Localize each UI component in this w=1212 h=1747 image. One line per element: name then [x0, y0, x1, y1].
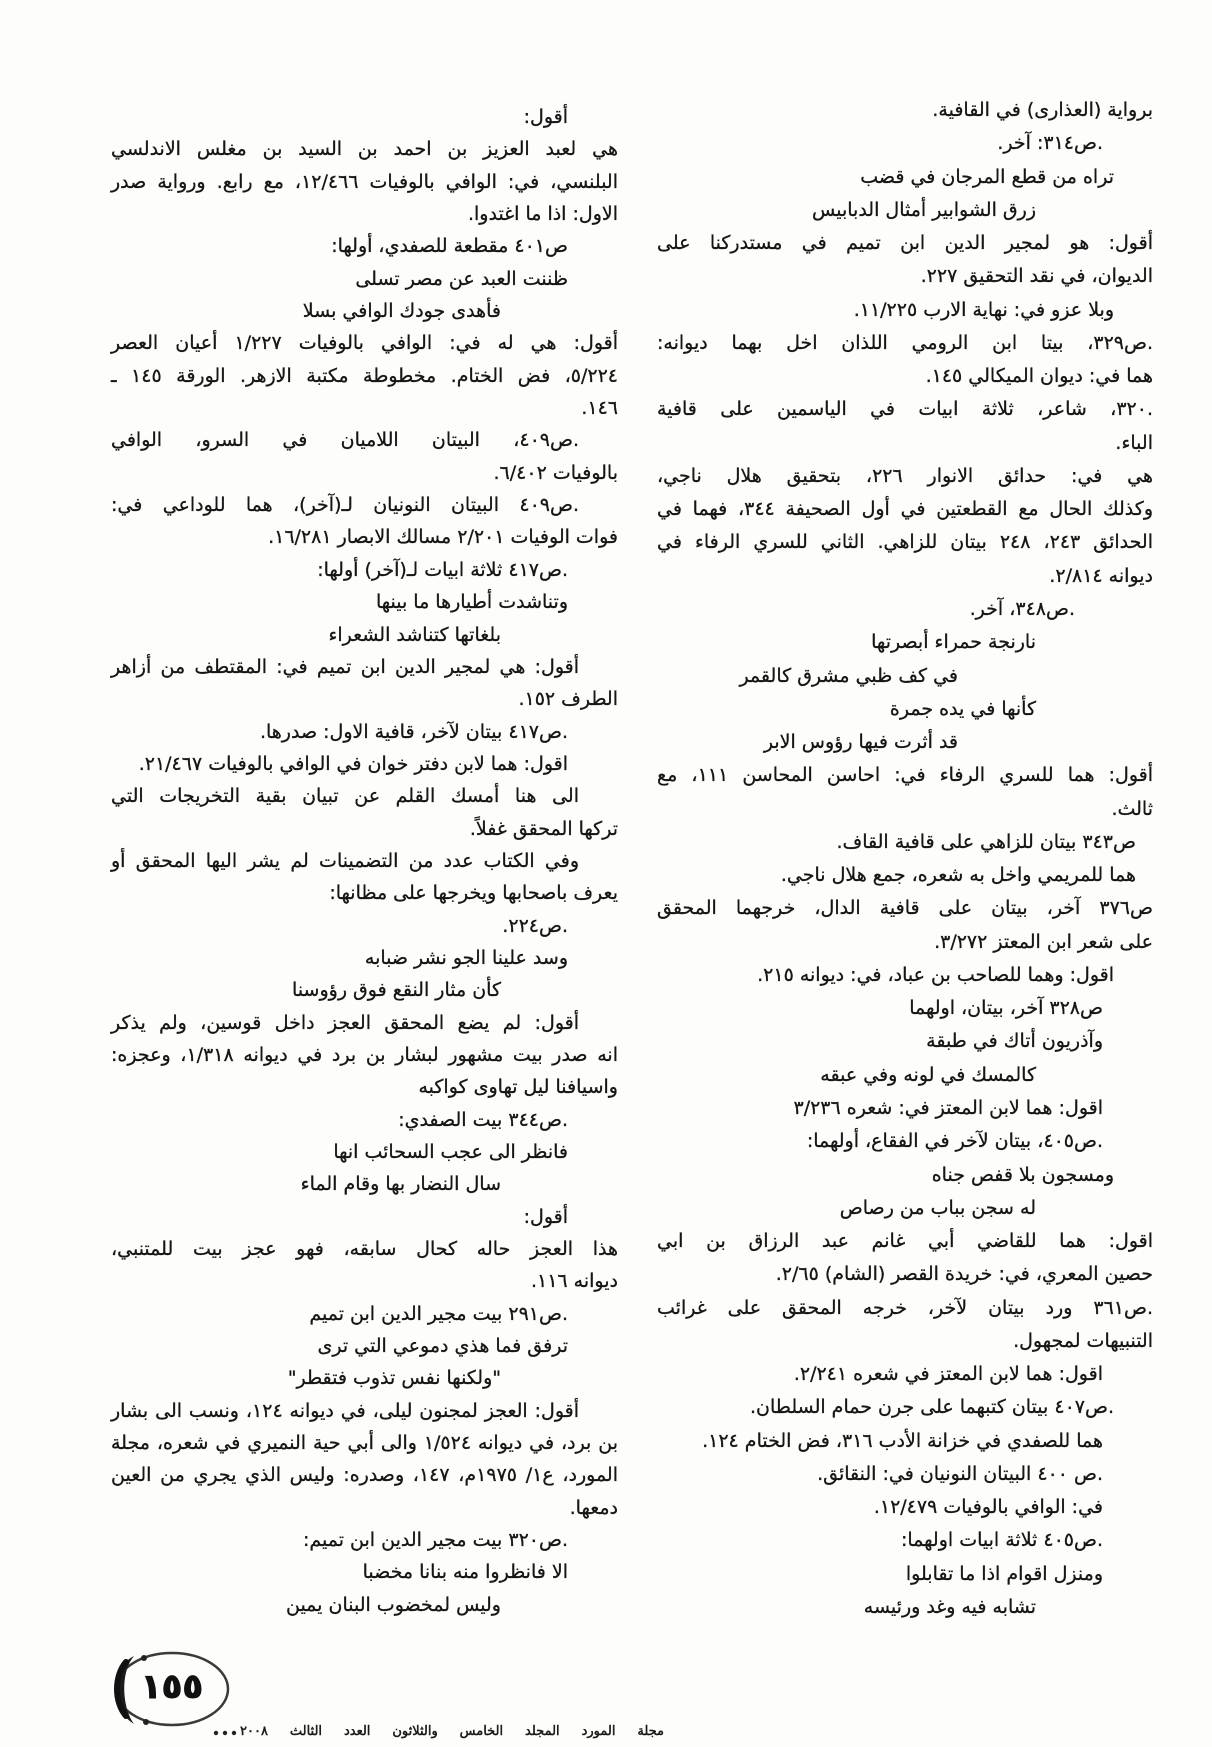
text-line: الديوان، في نقد التحقيق ٢٢٧.	[920, 265, 1153, 288]
text-line: وبلا عزو في: نهاية الارب ١١/٢٢٥.	[853, 298, 1114, 321]
footer-dot	[223, 1731, 227, 1735]
entry-heading: .ص٤٠٧ بيتان كتبهما على جرن حمام السلطان.	[749, 1396, 1114, 1419]
entry-heading: ص٣٢٨ آخر، بيتان، اولهما	[909, 997, 1103, 1020]
entry-heading: .ص٣٢٠ بيت مجير الدين ابن تميم:	[302, 1529, 568, 1552]
page-number: ١٥٥	[140, 1667, 204, 1707]
text-line: هما في: ديوان الميكالي ١٤٥.	[925, 365, 1153, 388]
text-line: المورد، ع١/ ١٩٧٥م، ١٤٧، وصدره: وليس الذي يجري من العين	[111, 1464, 618, 1487]
verse-line: تشابه فيه وغد ورئيسه	[863, 1595, 1036, 1618]
text-line: انه صدر بيت مشهور لبشار بن برد في ديوانه ١/٣١٨، وعجزه:	[111, 1043, 618, 1066]
entry-heading: .ص٤٠٥ ثلاثة ابيات اولهما:	[900, 1529, 1103, 1552]
text-line: برواية (العذارى) في القافية.	[932, 99, 1153, 121]
text-line: الطرف ١٥٢.	[518, 688, 618, 711]
text-line: أقول: هو لمجير الدين ابن تميم في مستدركنا على	[657, 232, 1153, 255]
verse-line: ومسجون بلا قفص جناه	[931, 1163, 1114, 1186]
entry-heading: .ص٤٠٩ البيتان النونيان لـ(آخر)، هما للوداعي في:	[111, 494, 579, 517]
text-line: الحدائق ٢٤٣، ٢٤٨ بيتان للزاهي. الثاني للسري الرفاء في	[657, 531, 1153, 554]
text-line: أقول: لم يضع المحقق العجز داخل قوسين، ولم يذكر	[111, 1011, 579, 1034]
text-line: هما للصفدي في خزانة الأدب ٣١٦، فض الختام ١٢٤.	[702, 1429, 1103, 1452]
verse-line: ظننت العبد عن مصر تسلى	[355, 267, 568, 290]
text-line: اقول: وهما للصاحب بن عباد، في: ديوانه ٢١٥.	[757, 963, 1114, 986]
text-line: فوات الوفيات ٢/٢٠١ مسالك الابصار ١٦/٢٨١.	[268, 526, 618, 549]
journal-footer: مجلة المورد المجلد الخامس والثلاثون العدد الثالث ٢٠٠٨	[240, 1724, 664, 1739]
verse-line: قد أثرت فيها رؤوس الابر	[763, 731, 958, 754]
verse-line: بلغاتها كتناشد الشعراء	[328, 623, 501, 646]
text-line: البلنسي، في: الوافي بالوفيات ١٢/٤٦٦، مع رابع. ورواية صدر	[111, 170, 618, 193]
text-line: حصين المعري، في: خريدة القصر (الشام) ٢/٦٥.	[775, 1263, 1153, 1286]
text-line: ديوانه ١١٦.	[530, 1270, 618, 1293]
text-line: أقول: هما للسري الرفاء في: احاسن المحاسن ١١١، مع	[657, 764, 1154, 787]
text-line: هما للمريمي واخل به شعره، جمع هلال ناجي.	[780, 864, 1136, 887]
verse-line: وليس لمخضوب البنان يمين	[285, 1593, 501, 1616]
verse-line: واسيافنا ليل تهاوى كواكبه	[418, 1076, 618, 1099]
entry-heading: .ص ٤٠٠ البيتان النونيان في: النقائق.	[817, 1462, 1103, 1485]
verse-line: نارنجة حمراء أبصرتها	[871, 631, 1036, 654]
text-line: أقول: هي له في: الوافي بالوفيات ١/٢٢٧ أعيان العصر	[111, 332, 618, 355]
entry-heading: ص٤٠١ مقطعة للصفدي، أولها:	[331, 235, 568, 258]
verse-line: كالمسك في لونه وفي عبقه	[820, 1063, 1036, 1086]
verse-line: كأن مثار النقع فوق رؤوسنا	[292, 979, 501, 1002]
text-line: الباء.	[1115, 431, 1153, 454]
text-line: وفي الكتاب عدد من التضمينات لم يشر اليها المحقق أو	[111, 849, 579, 872]
verse-line: ومنزل اقوام اذا ما تقابلوا	[905, 1562, 1103, 1585]
text-line: أقول: هي لمجير الدين ابن تميم في: المقتطف من أزاهر	[111, 655, 579, 678]
text-line: دمعها.	[569, 1496, 618, 1519]
entry-heading: .ص٣٢٩، بيتا ابن الرومي اللذان اخل بهما ديوانه:	[657, 331, 1153, 354]
text-line: التنبيهات لمجهول.	[1013, 1329, 1153, 1352]
entry-heading: .٣٢٠، شاعر، ثلاثة ابيات في الياسمين على قافية	[657, 398, 1153, 421]
verse-line: ترفق فما هذي دموعي التي ترى	[317, 1335, 568, 1358]
verse-line: "ولكنها نفس تذوب فتقطر"	[287, 1367, 501, 1390]
text-line: وكذلك الحال مع القطعتين في أول الصحيفة ٣٤٤، فهما في	[657, 498, 1153, 521]
right-column	[657, 94, 1153, 1624]
entry-heading: .ص٤١٧ بيتان لآخر، قافية الاول: صدرها.	[259, 720, 568, 743]
entry-heading: .ص٣٤٨، آخر.	[969, 597, 1075, 620]
text-line: اقول: هما لابن دفتر خوان في الوافي بالوفيات ٢١/٤٦٧.	[138, 752, 568, 775]
text-line: ثالث.	[1111, 797, 1153, 820]
verse-line: له سجن بباب من رصاص	[839, 1196, 1036, 1219]
text-line: ١٤٦.	[581, 397, 618, 420]
footer-dots	[212, 1729, 240, 1737]
text-line: أقول:	[523, 106, 568, 128]
entry-heading: .ص٤٠٩، البيتان اللاميان في السرو، الوافي	[111, 429, 579, 452]
entry-heading: .ص٣٦١ ورد بيتان لآخر، خرجه المحقق على غرائب	[657, 1296, 1153, 1319]
ornament-dot	[141, 1655, 147, 1661]
entry-heading: .ص٢٢٤.	[502, 914, 568, 937]
left-column	[111, 101, 618, 1621]
text-line: اقول: هما لابن المعتز في شعره ٢/٢٤١.	[793, 1363, 1103, 1386]
footer-dot	[214, 1731, 218, 1735]
entry-heading: .ص٢٩١ بيت مجير الدين ابن تميم	[309, 1302, 568, 1325]
text-line: اقول: هما للقاضي أبي غانم عبد الرزاق بن ابي	[657, 1230, 1153, 1253]
verse-line: فانظر الى عجب السحائب انها	[333, 1141, 568, 1163]
text-line: في: الوافي بالوفيات ١٢/٤٧٩.	[873, 1496, 1103, 1519]
verse-line: تراه من قطع المرجان في قضب	[860, 165, 1114, 188]
text-line: الاول: اذا ما اغتدوا.	[467, 203, 618, 226]
ornament-dot	[143, 1719, 149, 1725]
entry-heading: ص٣٧٦ آخر، بيتان على قافية الدال، خرجهما المحقق	[657, 897, 1153, 920]
footer-dot	[232, 1731, 236, 1735]
entry-heading: .ص٣١٤: آخر.	[997, 132, 1103, 155]
text-line: يعرف باصحابها ويخرجها على مظانها:	[329, 882, 618, 905]
text-line: أقول: العجز لمجنون ليلى، في ديوانه ١٢٤، ونسب الى بشار	[111, 1399, 579, 1422]
verse-line: وآذريون أتاك في طبقة	[926, 1030, 1103, 1053]
entry-heading: .ص٣٤٤ بيت الصفدي:	[398, 1108, 568, 1131]
text-line: هذا العجز حاله كحال سابقه، فهو عجز بيت للمتنبي،	[111, 1238, 618, 1261]
verse-line: سال النضار بها وقام الماء	[300, 1173, 501, 1196]
text-line: بالوفيات ٦/٤٠٢.	[493, 461, 618, 484]
text-line: هي لعبد العزيز بن احمد بن السيد بن مغلس الاندلسي	[111, 138, 618, 161]
verse-line: زرق الشوابير أمثال الدبابيس	[812, 198, 1036, 221]
verse-line: فأهدى جودك الوافي بسلا	[302, 300, 501, 323]
text-line: اقول: هما لابن المعتز في: شعره ٣/٢٣٦	[793, 1096, 1103, 1119]
text-line: بن برد، في ديوانه ١/٥٢٤ والى أبي حية النميري في شعره، مجلة	[111, 1432, 618, 1455]
text-line: الى هنا أمسك القلم عن تبيان بقية التخريجات التي	[111, 785, 579, 808]
entry-heading: .ص٤١٧ ثلاثة ابيات لـ(آخر) أولها:	[317, 558, 568, 581]
entry-heading: ص٣٤٣ بيتان للزاهي على قافية القاف.	[836, 830, 1136, 853]
text-line: أقول:	[523, 1205, 568, 1228]
text-line: ديوانه ٢/٨١٤.	[1049, 564, 1153, 587]
verse-line: كأنها في يده جمرة	[889, 697, 1036, 720]
verse-line: في كف ظبي مشرق كالقمر	[739, 664, 958, 687]
text-line: على شعر ابن المعتز ٣/٢٧٢.	[934, 930, 1153, 953]
entry-heading: .ص٤٠٥، بيتان لآخر في الفقاع، أولهما:	[806, 1130, 1103, 1153]
text-line: هي في: حدائق الانوار ٢٢٦، بتحقيق هلال ناجي،	[657, 464, 1153, 487]
verse-line: وسد علينا الجو نشر ضبابه	[364, 946, 568, 969]
text-line: تركها المحقق غفلاً.	[469, 817, 618, 840]
text-line: ٥/٢٢٤، فض الختام. مخطوطة مكتبة الازهر. الورقة ١٤٥ ـ	[111, 364, 619, 387]
verse-line: الا فانظروا منه بنانا مخضبا	[362, 1561, 568, 1584]
verse-line: وتناشدت أطيارها ما بينها	[375, 591, 568, 614]
